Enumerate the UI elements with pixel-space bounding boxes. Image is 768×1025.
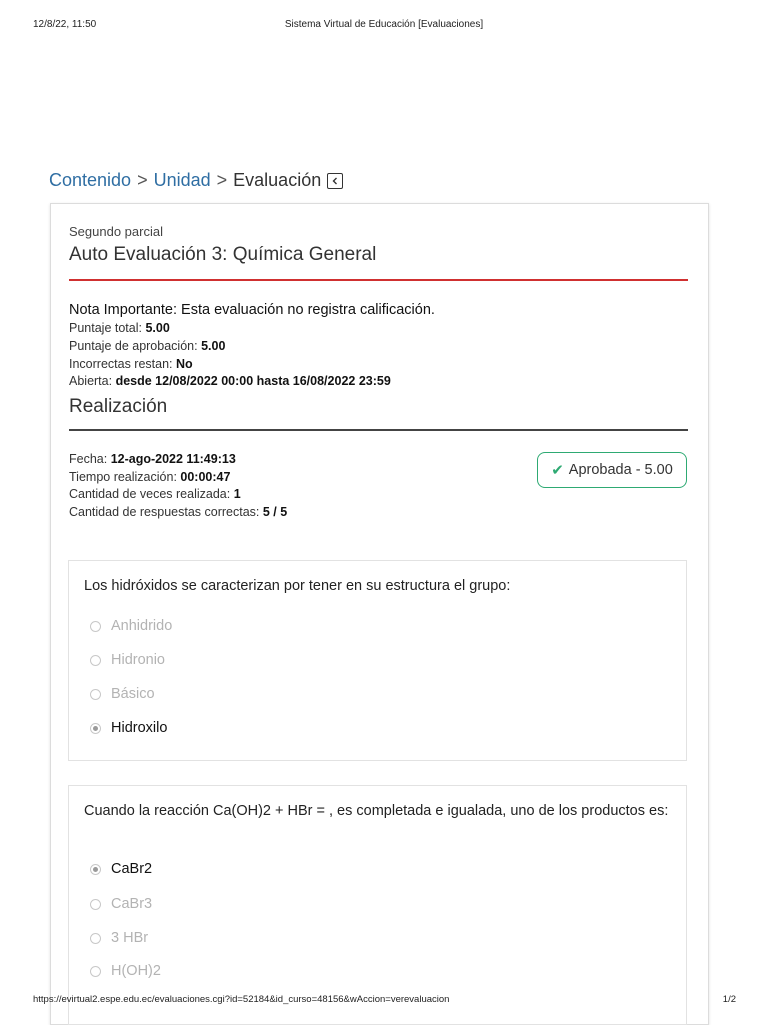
info-respuestas-correctas: Cantidad de respuestas correctas: 5 / 5 [69,505,288,519]
info-abierta: Abierta: desde 12/08/2022 00:00 hasta 16/08/2022 23:59 [69,374,391,388]
breadcrumb-contenido-link[interactable]: Contenido [49,170,132,190]
radio-button-selected[interactable] [90,864,101,875]
radio-button[interactable] [90,689,101,700]
radio-button[interactable] [90,933,101,944]
breadcrumb-separator: > [216,170,228,190]
info-puntaje-total: Puntaje total: 5.00 [69,321,170,335]
answer-option-label: 3 HBr [111,930,149,946]
answer-option-selected[interactable] [90,861,152,877]
title-divider [69,279,688,281]
print-page-number: 1/2 [722,994,736,1005]
print-datetime: 12/8/22, 11:50 [33,19,97,30]
radio-button[interactable] [90,966,101,977]
check-icon: ✔ [551,462,564,479]
status-badge [537,452,687,488]
question-card [68,785,687,1025]
answer-option[interactable] [90,652,165,668]
print-header [0,19,768,33]
print-page-title: Sistema Virtual de Educación [Evaluaciones] [284,19,484,30]
status-badge-label: Aprobada - 5.00 [568,462,673,478]
info-tiempo-realizacion: Tiempo realización: 00:00:47 [69,470,231,484]
answer-option-label: CaBr2 [111,861,153,877]
info-fecha: Fecha: 12-ago-2022 11:49:13 [69,452,236,466]
answer-option[interactable] [90,618,172,634]
info-veces-realizada: Cantidad de veces realizada: 1 [69,487,241,501]
question-text: Cuando la reacción Ca(OH)2 + HBr = , es completada e igualada, uno de los productos es: [84,803,669,819]
radio-button-selected[interactable] [90,723,101,734]
realizacion-divider [69,429,688,431]
print-url: https://evirtual2.espe.edu.ec/evaluaciones.cgi?id=52184&id_curso=48156&wAccion=verevaluacion [33,994,450,1005]
realizacion-title: Realización [69,396,168,417]
radio-button[interactable] [90,655,101,666]
breadcrumb-unidad-link[interactable]: Unidad [153,170,211,190]
important-note: Nota Importante: Esta evaluación no registra calificación. [69,302,435,318]
breadcrumb-current: Evaluación [233,170,322,190]
question-text: Los hidróxidos se caracterizan por tener en su estructura el grupo: [84,578,511,594]
answer-option-label: CaBr3 [111,896,153,912]
answer-option[interactable] [90,930,148,946]
answer-option-selected[interactable] [90,720,167,736]
evaluation-subtitle: Segundo parcial [69,224,163,239]
radio-button[interactable] [90,621,101,632]
answer-option-label: Anhidrido [111,618,173,634]
radio-button[interactable] [90,899,101,910]
answer-option-label: Hidronio [111,652,165,668]
breadcrumb-separator: > [137,170,148,190]
breadcrumb [49,170,343,191]
answer-option-label: H(OH)2 [111,963,161,979]
answer-option-label: Hidroxilo [111,720,168,736]
answer-option[interactable] [90,963,161,979]
answer-option[interactable] [90,896,152,912]
answer-option-label: Básico [111,686,155,702]
chevron-left-box-icon[interactable] [327,173,343,189]
info-incorrectas-restan: Incorrectas restan: No [69,357,193,371]
evaluation-title: Auto Evaluación 3: Química General [69,244,377,265]
info-puntaje-aprobacion: Puntaje de aprobación: 5.00 [69,339,226,353]
answer-option[interactable] [90,686,155,702]
